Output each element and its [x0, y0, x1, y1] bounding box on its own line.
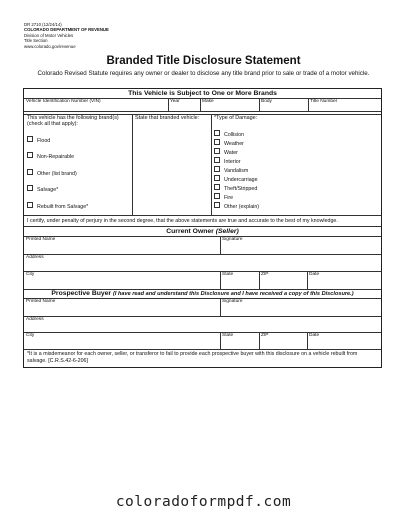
vehicle-section-heading: This Vehicle is Subject to One or More Brands — [128, 90, 277, 97]
buyer-signature-field[interactable]: Signature — [222, 299, 243, 304]
buyer-state-field[interactable]: State — [222, 333, 234, 338]
buyer-address-field[interactable]: Address — [26, 317, 44, 322]
state-branded-field[interactable]: State that branded vehicle: — [135, 115, 200, 121]
other-damage-label: Other (explain) — [224, 204, 260, 210]
make-field[interactable]: Make — [202, 99, 214, 104]
brand-instruction-1: This vehicle has the following brand(s) — [27, 115, 119, 121]
other-brand-checkbox[interactable] — [27, 169, 33, 175]
flood-label: Flood — [37, 138, 51, 144]
year-field[interactable]: Year — [170, 99, 180, 104]
non-repairable-checkbox[interactable] — [27, 152, 33, 158]
flood-checkbox[interactable] — [27, 136, 33, 142]
weather-label: Weather — [224, 141, 244, 147]
weather-checkbox[interactable] — [214, 139, 220, 145]
theft-stripped-label: Theft/Stripped — [224, 186, 258, 192]
owner-city-field[interactable]: City — [26, 272, 35, 277]
department-name: COLORADO DEPARTMENT OF REVENUE — [24, 27, 109, 33]
current-owner-heading: Current Owner (Seller) — [166, 228, 239, 235]
form-header — [24, 22, 109, 49]
fire-label: Fire — [224, 195, 234, 201]
vandalism-label: Vandalism — [224, 168, 249, 174]
collision-checkbox[interactable] — [214, 130, 220, 136]
undercarriage-label: Undercarriage — [224, 177, 258, 183]
collision-label: Collision — [224, 132, 245, 138]
division-name: Division of Motor Vehicles — [24, 32, 74, 38]
intro-text: Colorado Revised Statute requires any owner or dealer to disclose any title brand prior to sale or trade of a motor vehicle. — [37, 70, 370, 77]
owner-zip-field[interactable]: ZIP — [261, 272, 269, 277]
brand-instruction-2: (check all that apply): — [27, 121, 78, 127]
theft-stripped-checkbox[interactable] — [214, 184, 220, 190]
interior-label: Interior — [224, 159, 241, 165]
salvage-checkbox[interactable] — [27, 185, 33, 191]
other-damage-checkbox[interactable] — [214, 202, 220, 208]
vandalism-checkbox[interactable] — [214, 166, 220, 172]
disclosure-form — [23, 88, 382, 368]
owner-state-field[interactable]: State — [222, 272, 234, 277]
watermark: coloradoformpdf.com — [115, 494, 292, 510]
buyer-printed-name-field[interactable]: Printed Name — [26, 299, 56, 304]
title-number-field[interactable]: Title Number — [310, 99, 338, 104]
damage-type-label: *Type of Damage: — [214, 115, 258, 121]
certification-statement: I certify, under penalty of perjury in the second degree, that the above statements are true and accurate to the best of my knowledge. — [27, 218, 338, 224]
buyer-city-field[interactable]: City — [26, 333, 35, 338]
rebuilt-label: Rebuilt from Salvage* — [37, 204, 89, 210]
owner-date-field[interactable]: Date — [309, 272, 320, 277]
undercarriage-checkbox[interactable] — [214, 175, 220, 181]
website-link[interactable]: www.colorado.gov/revenue — [24, 43, 76, 49]
buyer-zip-field[interactable]: ZIP — [261, 333, 269, 338]
page-title: Branded Title Disclosure Statement — [106, 55, 301, 67]
water-checkbox[interactable] — [214, 148, 220, 154]
owner-address-field[interactable]: Address — [26, 255, 44, 260]
water-label: Water — [224, 150, 238, 156]
other-brand-label: Other (list brand) — [37, 171, 77, 177]
vin-field[interactable]: Vehicle Identification Number (VIN) — [26, 99, 101, 104]
salvage-label: Salvage* — [37, 187, 59, 193]
fire-checkbox[interactable] — [214, 193, 220, 199]
buyer-date-field[interactable]: Date — [309, 333, 320, 338]
owner-signature-field[interactable]: Signature — [222, 237, 243, 242]
section-name: Title Section — [24, 38, 48, 44]
rebuilt-checkbox[interactable] — [27, 202, 33, 208]
non-repairable-label: Non-Repairable — [37, 154, 75, 160]
prospective-buyer-heading: Prospective Buyer (I have read and understand this Disclosure and I have received a copy of this Disclosure.) — [51, 290, 354, 297]
form-number: DR 2710 (12/24/14) — [24, 22, 62, 27]
owner-printed-name-field[interactable]: Printed Name — [26, 237, 56, 242]
body-field[interactable]: Body — [261, 99, 272, 104]
footnote: *It is a misdemeanor for each owner, seller, or transferor to fail to provide each prospective buyer with this disclosure on a vehicle rebuilt from salvage. [C.R.S.42-6-206] — [27, 351, 358, 364]
interior-checkbox[interactable] — [214, 157, 220, 163]
